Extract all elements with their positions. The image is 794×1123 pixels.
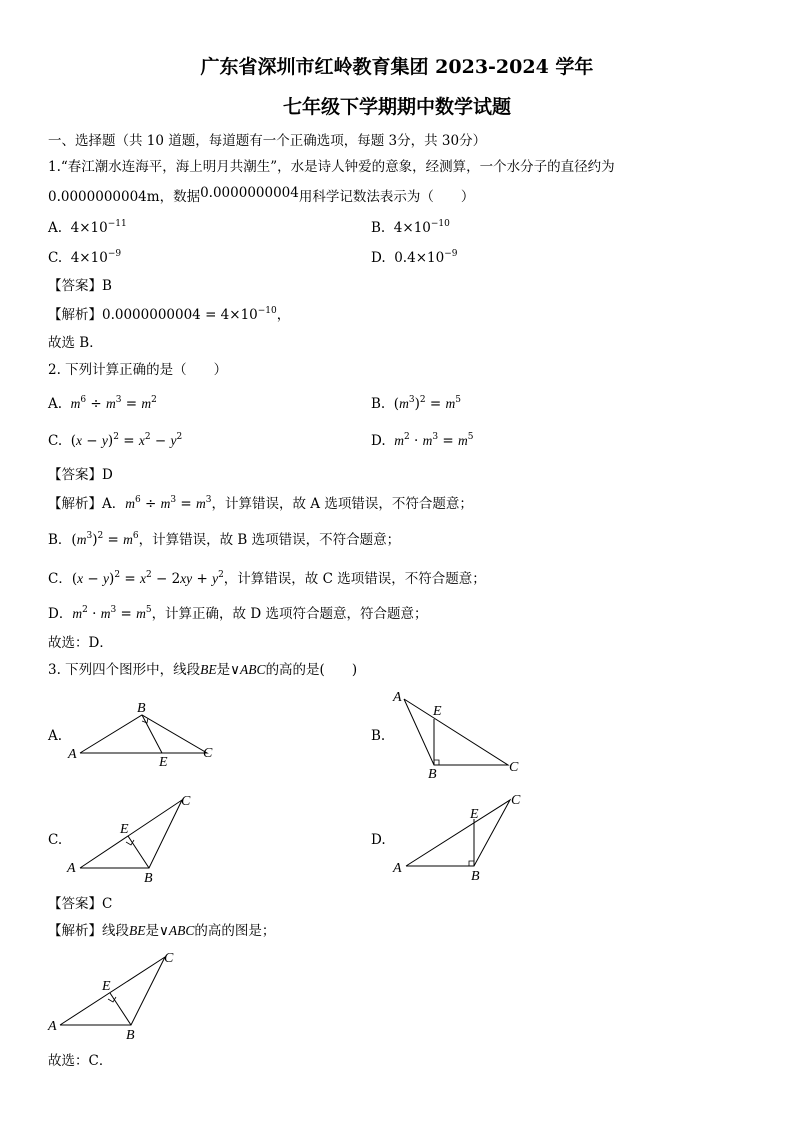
q1-analysis: 【解析】$0.0000000004 = 4\times 10^{-10}$， [48,306,291,323]
q3-answer: 【答案】C [48,896,113,912]
q3-stem: 3. 下列四个图形中，线段BE是∨ABC的高的是( ) [48,662,358,678]
q3-analysis: 【解析】线段BE是∨ABC的高的图是； [48,923,276,939]
q1-stem-line2: 0.0000000004m，数据0.0000000004用科学记数法表示为（ ） [48,185,475,205]
svg-text:A: A [393,690,402,705]
svg-text:B: B [144,871,153,886]
q3-figure-b [390,685,530,780]
q3-figure-d [390,790,530,885]
q2-conclusion: 故选：D． [48,635,113,651]
q3-figure-a [60,695,230,770]
q3-option-c-label: C. [48,832,63,848]
q3-analysis-figure [40,945,190,1045]
q2-analysis-b: B．$(m^3)^2 = m^6$，计算错误，故 B 选项错误，不符合题意； [48,531,401,548]
q2-stem: 2. 下列计算正确的是（ ） [48,362,228,378]
q3-figure-c [60,790,210,890]
q1-stem-line1: 1.“春江潮水连海平，海上明月共潮生”，水是诗人钟爱的意象，经测算，一个水分子的直径约为 [48,159,615,175]
svg-text:E: E [159,755,168,770]
q3-option-d-label: D. [371,832,386,848]
svg-text:C: C [181,794,191,809]
svg-text:A: A [48,1019,57,1034]
q1-option-d: D. $0.4\times 10^{-9}$ [371,249,458,266]
q2-option-b: B. $(m^3)^2 = m^5$ [371,395,461,412]
q3-option-b-label: B. [371,728,386,744]
q1-option-b: B. $4\times 10^{-10}$ [371,219,450,236]
svg-text:C: C [509,760,519,775]
title-line-2: 七年级下学期期中数学试题 [282,96,511,118]
q3-conclusion: 故选：C． [48,1053,113,1069]
svg-text:E: E [470,807,479,822]
svg-text:B: B [471,869,480,884]
svg-text:C: C [203,746,213,761]
svg-text:E: E [433,704,442,719]
q3-option-a-label: A. [48,728,63,744]
q2-option-c: C. $(x - y)^2 = x^2 - y^2$ [48,432,183,449]
svg-text:B: B [126,1028,135,1043]
q1-option-a: A. $4\times 10^{-11}$ [48,219,127,236]
q1-conclusion: 故选 B． [48,335,103,351]
svg-text:B: B [137,701,146,716]
q2-analysis-c: C．$(x - y)^2 = x^2 - 2xy + y^2$，计算错误，故 C 选项错误，不符合题意； [48,570,486,587]
svg-text:B: B [428,767,437,780]
q1-option-c: C. $4\times 10^{-9}$ [48,249,122,266]
svg-text:A: A [67,861,76,876]
svg-text:A: A [393,861,402,876]
svg-text:E: E [102,979,111,994]
svg-text:A: A [68,747,77,762]
q2-analysis-d: D．$m^2 \cdot m^3 = m^5$，计算正确，故 D 选项符合题意，符合题意； [48,605,428,622]
q2-option-a: A. $m^6 \div m^3 = m^2$ [48,395,157,412]
q2-analysis-a: 【解析】A．$m^6 \div m^3 = m^3$，计算错误，故 A 选项错误，不符合题意； [48,495,473,512]
q2-option-d: D. $m^2 \cdot m^3 = m^5$ [371,432,474,449]
section-heading: 一、选择题（共 10 道题，每道题有一个正确选项，每题 3分，共 30分） [48,133,487,149]
q2-answer: 【答案】D [48,467,113,483]
title-line-1: 广东省深圳市红岭教育集团 2023-2024 学年 [200,56,594,78]
q1-answer: 【答案】B [48,278,112,294]
svg-text:C: C [511,793,521,808]
svg-text:E: E [120,822,129,837]
svg-text:C: C [164,951,174,966]
